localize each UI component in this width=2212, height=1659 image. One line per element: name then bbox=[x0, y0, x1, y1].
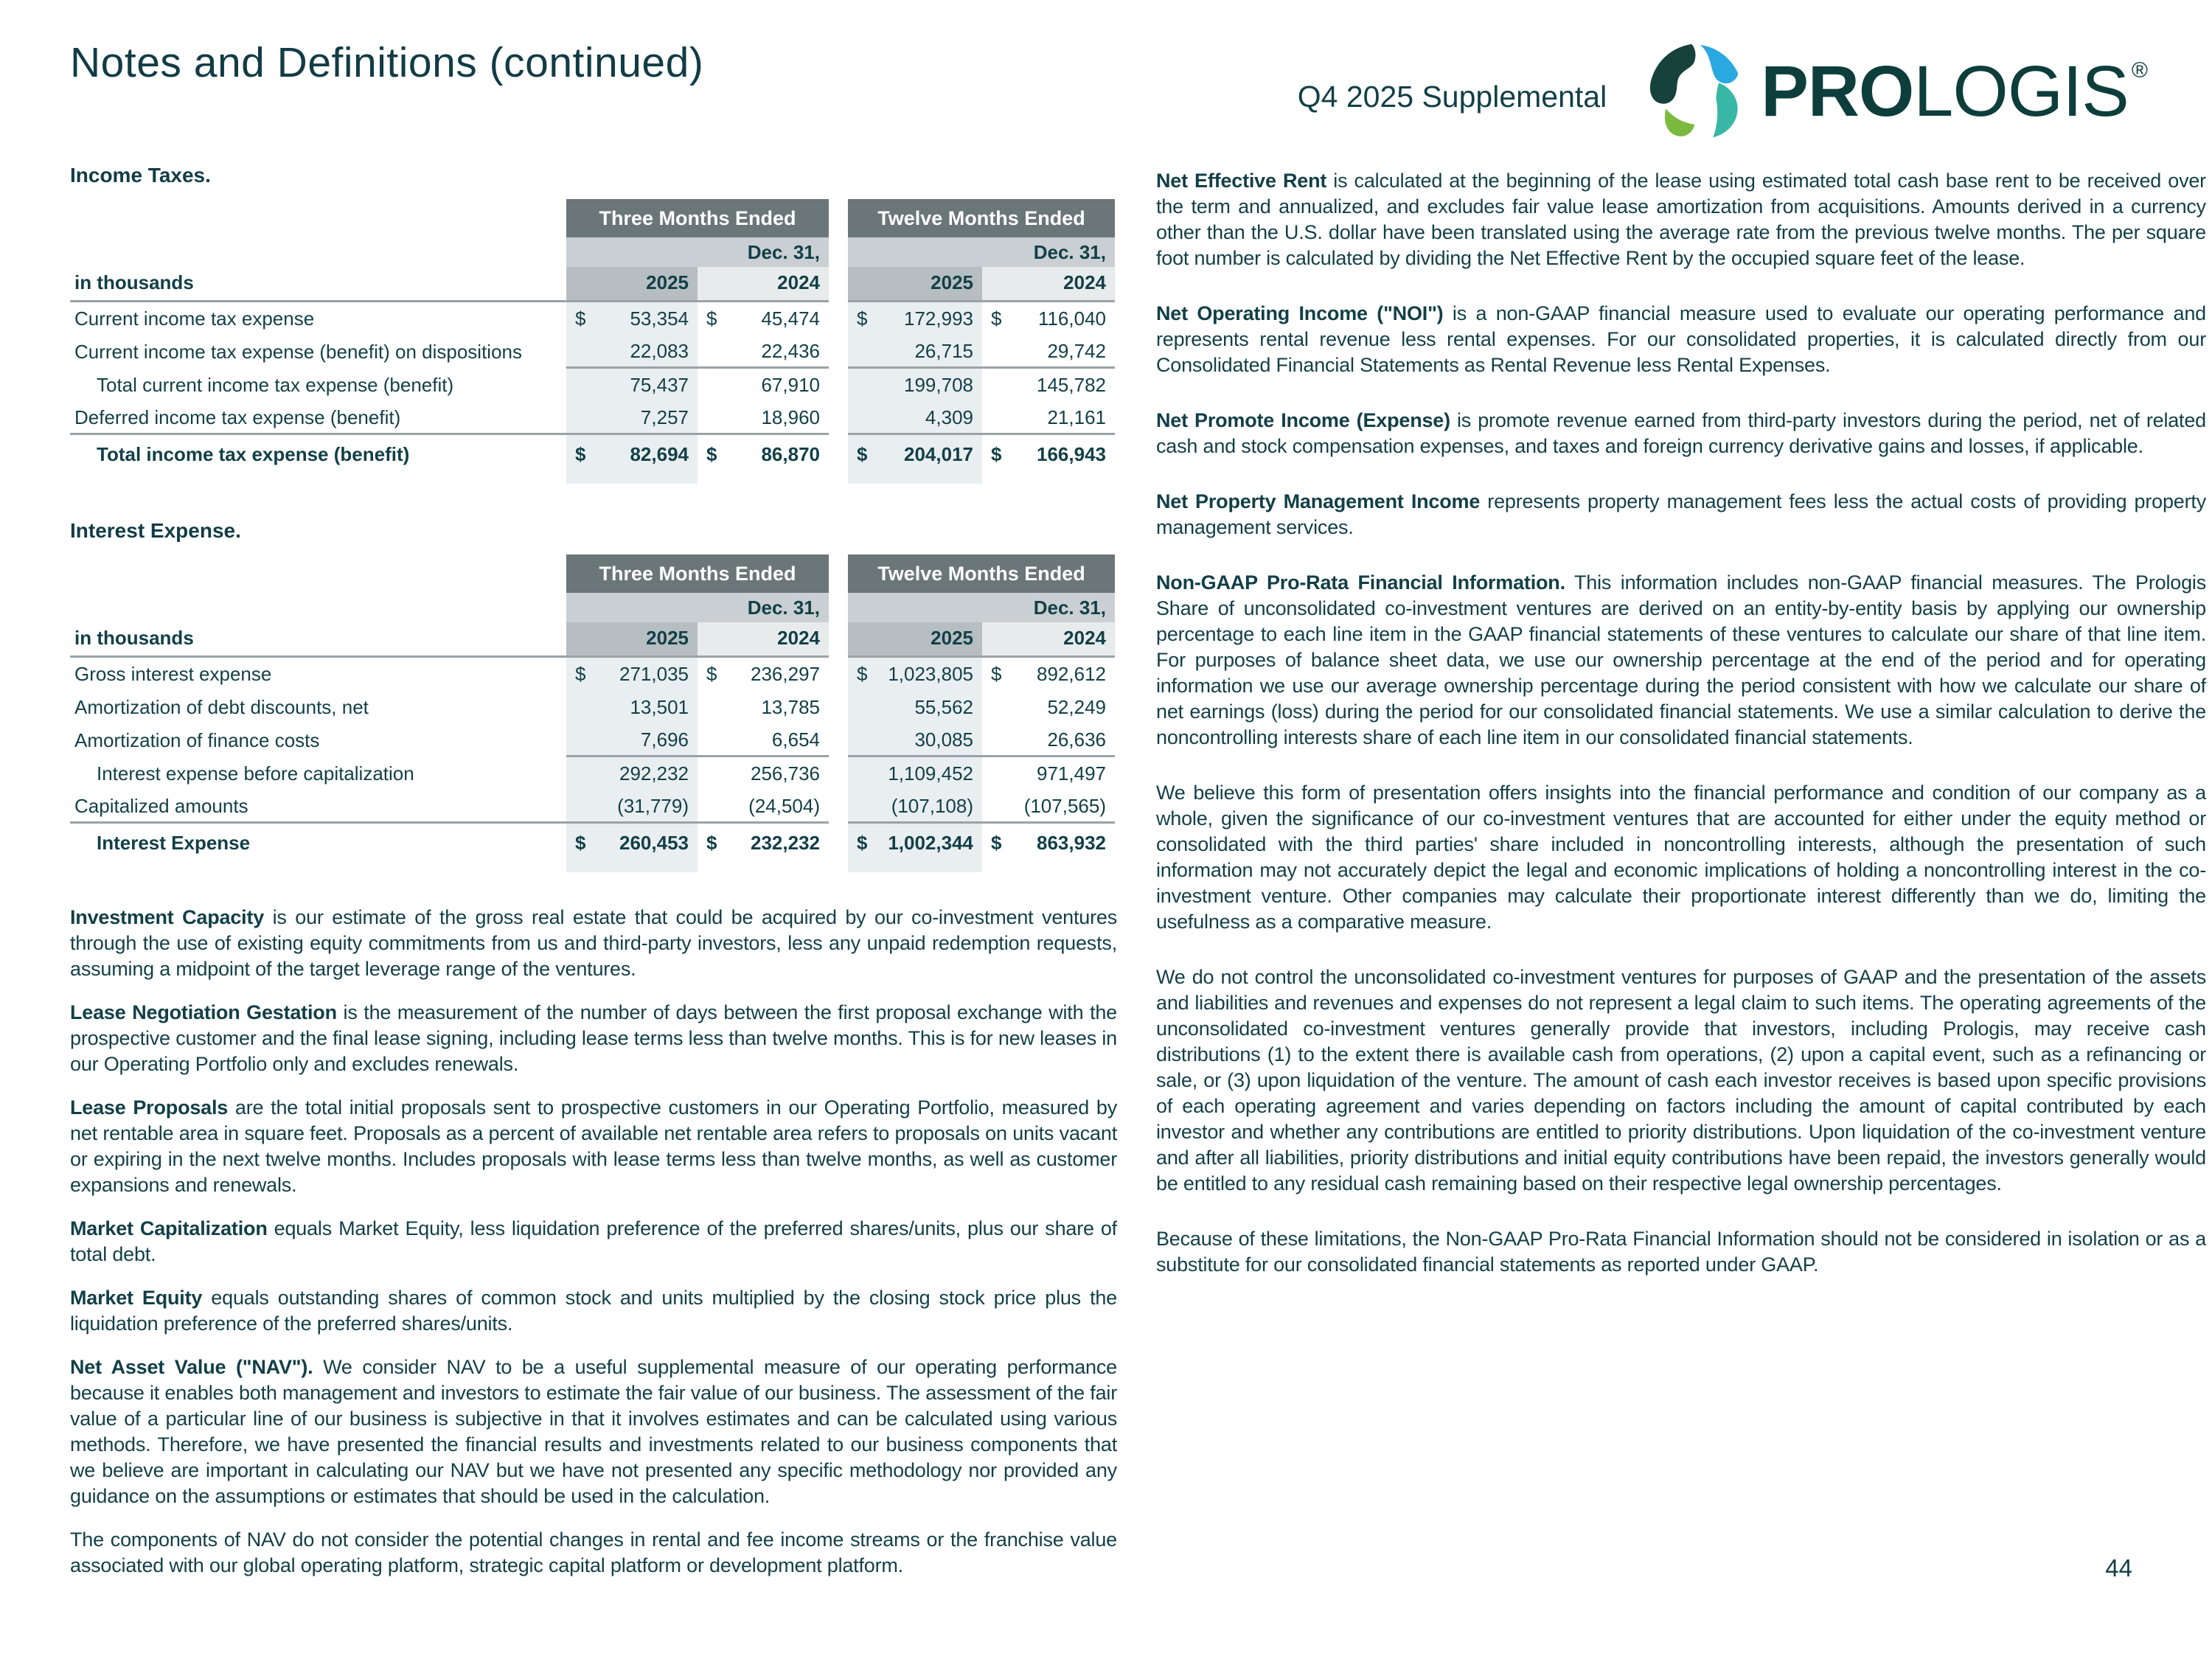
date-subheader: Dec. 31, bbox=[848, 237, 1115, 267]
row-label: Capitalized amounts bbox=[70, 790, 566, 824]
cell-value: 67,910 bbox=[761, 374, 820, 396]
definition-text: We believe this form of presentation offers insights into the financial performance and condition of our company as a whole, given the significance of our co-investment ventures that are accounted for either under the equity method or consolidated with the third parties' share included in noncontrolling interests, although the presentation of such information may not accurately depict the legal and economic implications of holding a noncontrolling interest in the co-investment venture. Other companies may calculate their proportionate interest differently than we do, limiting the usefulness as a comparative measure. bbox=[1156, 782, 2206, 933]
group-gap bbox=[829, 622, 848, 658]
cell-value: 86,870 bbox=[761, 442, 820, 465]
definition-text: equals outstanding shares of common stock and units multiplied by the closing stock price plus the liquidation preference of the preferred shares/units. bbox=[70, 1287, 1117, 1335]
table-cell bbox=[698, 824, 829, 862]
cell-value: 6,654 bbox=[771, 728, 820, 751]
footer-cell bbox=[698, 473, 829, 484]
table-cell bbox=[848, 824, 982, 862]
group-gap bbox=[829, 824, 848, 862]
currency-symbol: $ bbox=[575, 831, 586, 854]
table-cell bbox=[698, 335, 829, 369]
definition-paragraph bbox=[70, 1000, 1117, 1077]
definition-term: Net Promote Income (Expense) bbox=[1156, 409, 1450, 431]
date-subheader: Dec. 31, bbox=[566, 237, 829, 267]
table-cell bbox=[566, 302, 698, 335]
group-gap bbox=[829, 691, 848, 724]
cell-value: (31,779) bbox=[617, 794, 689, 817]
spacer-cell bbox=[70, 199, 566, 237]
cell-value: 204,017 bbox=[904, 442, 973, 465]
shaded-footer-cell bbox=[566, 473, 698, 484]
cell-value: (107,565) bbox=[1023, 794, 1106, 817]
definition-text: are the total initial proposals sent to prospective customers in our Operating Portfolio, measured by net rentable area in square feet. Proposals as a percent of available net rentable area refers to proposals on units vacant or expiring in the next twelve months. Includes proposals with lease terms less than twelve months, as well as customer expansions and renewals. bbox=[70, 1096, 1117, 1196]
row-label: Amortization of finance costs bbox=[74, 729, 320, 751]
definition-paragraph bbox=[70, 1216, 1117, 1267]
group-gap bbox=[829, 658, 848, 691]
definition-paragraph bbox=[70, 1527, 1117, 1579]
currency-symbol: $ bbox=[857, 442, 868, 465]
table-cell bbox=[566, 335, 698, 369]
year-header: 2025 bbox=[848, 622, 982, 658]
group-gap bbox=[829, 402, 848, 435]
definition-text: represents property management fees less the actual costs of providing property management services. bbox=[1156, 490, 2206, 538]
cell-value: 271,035 bbox=[619, 663, 689, 685]
registered-trademark-symbol: ® bbox=[2131, 58, 2147, 83]
table-cell bbox=[848, 402, 982, 435]
table-cell bbox=[982, 790, 1115, 824]
cell-value: 13,785 bbox=[761, 696, 820, 718]
income-taxes-table bbox=[70, 199, 1117, 484]
table-cell bbox=[848, 757, 982, 790]
group-gap bbox=[829, 237, 848, 267]
cell-value: 232,232 bbox=[751, 831, 820, 854]
logo-text-logis: LOGIS bbox=[1913, 51, 2129, 131]
cell-value: 1,002,344 bbox=[888, 831, 973, 854]
prologis-wordmark bbox=[1761, 50, 2147, 133]
table-cell bbox=[982, 658, 1115, 691]
group-gap bbox=[829, 369, 848, 402]
cell-value: 292,232 bbox=[619, 762, 689, 785]
cell-value: 116,040 bbox=[1037, 307, 1106, 330]
year-header: 2024 bbox=[698, 622, 829, 658]
page-number: 44 bbox=[2105, 1554, 2132, 1582]
shaded-footer-cell bbox=[848, 473, 982, 484]
definition-paragraph bbox=[70, 1354, 1117, 1509]
definition-term: Net Operating Income ("NOI") bbox=[1156, 302, 1444, 324]
table-cell bbox=[566, 402, 698, 435]
definition-paragraph bbox=[1156, 489, 2206, 540]
definition-text: is the measurement of the number of days between the first proposal exchange with the prospective customer and the final lease signing, including lease terms less than twelve months. This is for new leases in our Operating Portfolio only and excludes renewals. bbox=[70, 1001, 1117, 1075]
definition-paragraph bbox=[70, 905, 1117, 982]
table-cell bbox=[698, 724, 829, 757]
currency-symbol: $ bbox=[706, 442, 717, 465]
group-gap bbox=[829, 554, 848, 593]
cell-value: 1,023,805 bbox=[888, 663, 973, 685]
footer-cell bbox=[982, 862, 1115, 872]
currency-symbol: $ bbox=[991, 831, 1002, 854]
definition-term: Lease Negotiation Gestation bbox=[70, 1001, 337, 1023]
year-header: 2025 bbox=[566, 622, 698, 658]
definition-text: The components of NAV do not consider the potential changes in rental and fee income streams or the franchise value associated with our global operating platform, strategic capital platform or development platform. bbox=[70, 1528, 1117, 1576]
table-cell bbox=[982, 757, 1115, 790]
currency-symbol: $ bbox=[706, 831, 717, 854]
content-columns bbox=[0, 164, 2212, 1596]
interest-expense-heading: Interest Expense. bbox=[70, 519, 241, 542]
table-cell bbox=[848, 790, 982, 824]
cell-value: 45,474 bbox=[761, 307, 820, 330]
row-label: Deferred income tax expense (benefit) bbox=[70, 402, 566, 435]
header-right bbox=[1298, 41, 2147, 142]
cell-value: 236,297 bbox=[751, 663, 820, 685]
definition-text: is calculated at the beginning of the lease using estimated total cash base rent to be received over the term and annualized, and excludes fair value lease amortization from acquisitions. Amounts derived in a currency other than the U.S. dollar have been translated using the average rate from the previous twelve months. The per square foot number is calculated by dividing the Net Effective Rent by the occupied square feet of the lease. bbox=[1156, 170, 2206, 269]
definition-term: Net Asset Value ("NAV"). bbox=[70, 1356, 313, 1378]
group-gap bbox=[829, 790, 848, 824]
table-cell bbox=[566, 369, 698, 402]
currency-symbol: $ bbox=[857, 307, 868, 330]
shaded-footer-cell bbox=[848, 862, 982, 872]
cell-value: 21,161 bbox=[1047, 406, 1106, 428]
table-cell bbox=[848, 302, 982, 335]
date-subheader: Dec. 31, bbox=[566, 593, 829, 622]
group-gap bbox=[829, 862, 848, 872]
page-title: Notes and Definitions (continued) bbox=[70, 39, 704, 86]
table-cell bbox=[566, 757, 698, 790]
cell-value: (107,108) bbox=[891, 794, 973, 817]
footer-cell bbox=[698, 862, 829, 872]
col-group-header: Twelve Months Ended bbox=[848, 199, 1115, 237]
year-header: 2025 bbox=[848, 267, 982, 302]
definition-text: Because of these limitations, the Non-GAAP Pro-Rata Financial Information should not be considered in isolation or as a substitute for our consolidated financial statements as reported under GAAP. bbox=[1156, 1228, 2206, 1276]
cell-value: 55,562 bbox=[914, 696, 973, 718]
definition-text: equals Market Equity, less liquidation preference of the preferred shares/units, plus our share of total debt. bbox=[70, 1217, 1117, 1265]
cell-value: 7,257 bbox=[640, 406, 689, 428]
table-cell bbox=[566, 658, 698, 691]
footer-cell bbox=[982, 473, 1115, 484]
cell-value: 18,960 bbox=[761, 406, 820, 428]
table-cell bbox=[848, 335, 982, 369]
definition-text: is our estimate of the gross real estate that could be acquired by our co-investment ventures through the use of existing equity commitments from us and third-party investors, less any unpaid redemption requests, assuming a midpoint of the target leverage range of the ventures. bbox=[70, 906, 1118, 980]
year-header: 2025 bbox=[566, 267, 698, 302]
cell-value: 166,943 bbox=[1037, 442, 1106, 465]
table-cell bbox=[698, 790, 829, 824]
definition-paragraph bbox=[1156, 1226, 2206, 1278]
table-cell bbox=[698, 402, 829, 435]
prologis-globe-icon bbox=[1647, 41, 1747, 142]
cell-value: 971,497 bbox=[1037, 762, 1106, 785]
definition-term: Market Capitalization bbox=[70, 1217, 268, 1239]
shaded-footer-cell bbox=[566, 862, 698, 872]
cell-value: 1,109,452 bbox=[888, 762, 973, 785]
row-label: Amortization of debt discounts, net bbox=[74, 696, 369, 718]
table-cell bbox=[698, 691, 829, 724]
cell-value: 199,708 bbox=[904, 374, 973, 396]
date-subheader: Dec. 31, bbox=[848, 593, 1115, 622]
cell-value: 82,694 bbox=[630, 442, 689, 465]
definition-paragraph bbox=[1156, 964, 2206, 1197]
table-cell bbox=[848, 691, 982, 724]
interest-expense-table bbox=[70, 554, 1117, 872]
spacer-cell bbox=[70, 237, 566, 267]
table-cell bbox=[698, 757, 829, 790]
row-label: Current income tax expense (benefit) on dispositions bbox=[74, 341, 522, 363]
table-cell bbox=[698, 658, 829, 691]
currency-symbol: $ bbox=[575, 663, 586, 685]
logo-text-pro: PRO bbox=[1761, 51, 1914, 131]
definition-paragraph bbox=[1156, 301, 2206, 378]
table-cell bbox=[848, 724, 982, 757]
cell-value: 26,715 bbox=[914, 339, 973, 362]
row-label: Gross interest expense bbox=[74, 663, 272, 685]
table-cell bbox=[566, 790, 698, 824]
spacer-cell bbox=[70, 593, 566, 622]
unit-label: in thousands bbox=[70, 622, 566, 658]
currency-symbol: $ bbox=[706, 663, 717, 685]
group-gap bbox=[829, 593, 848, 622]
table-cell bbox=[698, 435, 829, 473]
cell-value: 172,993 bbox=[904, 307, 973, 330]
currency-symbol: $ bbox=[857, 831, 868, 854]
currency-symbol: $ bbox=[706, 307, 717, 330]
table-cell bbox=[848, 369, 982, 402]
table-cell bbox=[566, 435, 698, 473]
definition-text: is a non-GAAP financial measure used to evaluate our operating performance and represents rental revenue less rental expenses. For our consolidated properties, it is calculated directly from our Consolidated Financial Statements as Rental Revenue less Rental Expenses. bbox=[1156, 302, 2206, 376]
cell-value: 26,636 bbox=[1047, 728, 1106, 751]
definition-text: We do not control the unconsolidated co-investment ventures for purposes of GAAP and the presentation of the assets and liabilities and revenues and expenses do not represent a legal claim to such items. The operating agreements of the unconsolidated co-investment ventures generally provide that investors, including Prologis, may receive cash distributions (1) to the extent there is available cash from operations, (2) upon a capital event, such as a refinancing or sale, or (3) upon liquidation of the venture. The amount of cash each investor receives is based upon specific provisions of each operating agreement and varies depending on factors including the amount of capital contributed by each investor and whether any contributions are entitled to priority distributions. Upon liquidation of the co-investment venture and after all liabilities, priority distributions and initial equity contributions have been repaid, the investors generally would be entitled to any residual cash remaining based on their respective legal ownership percentages. bbox=[1156, 966, 2206, 1194]
total-row-label: Total income tax expense (benefit) bbox=[97, 442, 410, 465]
table-cell bbox=[982, 302, 1115, 335]
cell-value: 52,249 bbox=[1047, 696, 1106, 718]
col-group-header: Three Months Ended bbox=[566, 199, 829, 237]
cell-value: 22,083 bbox=[630, 339, 689, 362]
cell-value: 892,612 bbox=[1037, 663, 1106, 685]
spacer-cell bbox=[70, 473, 566, 484]
prologis-logo bbox=[1647, 41, 2147, 142]
cell-value: 30,085 bbox=[914, 728, 973, 751]
spacer-cell bbox=[70, 862, 566, 872]
unit-label: in thousands bbox=[70, 267, 566, 302]
table-cell bbox=[982, 824, 1115, 862]
definition-term: Non-GAAP Pro-Rata Financial Information. bbox=[1156, 571, 1565, 594]
definition-paragraph bbox=[70, 1285, 1117, 1337]
table-cell bbox=[848, 658, 982, 691]
cell-value: 7,696 bbox=[640, 728, 689, 751]
table-cell bbox=[982, 691, 1115, 724]
definitions-list bbox=[70, 905, 1117, 1579]
table-cell bbox=[566, 724, 698, 757]
group-gap bbox=[829, 267, 848, 302]
definition-paragraph bbox=[70, 1095, 1117, 1198]
cell-value: 29,742 bbox=[1047, 339, 1106, 362]
cell-value: 53,354 bbox=[630, 307, 689, 330]
definition-paragraph bbox=[1156, 570, 2206, 751]
group-gap bbox=[829, 757, 848, 790]
definition-term: Net Property Management Income bbox=[1156, 490, 1481, 512]
spacer-cell bbox=[70, 554, 566, 593]
definition-term: Investment Capacity bbox=[70, 906, 265, 928]
definition-term: Market Equity bbox=[70, 1287, 203, 1309]
income-taxes-heading: Income Taxes. bbox=[70, 164, 211, 187]
definition-text: This information includes non-GAAP financial measures. The Prologis Share of unconsolidated co-investment ventures are derived on an entity-by-entity basis by applying our ownership percentage to each line item in the GAAP financial statements of these ventures to calculate our share of that line item. For purposes of balance sheet data, we use our ownership percentage at the end of the period and for operating information we use our average ownership percentage during the period consistent with how we calculate our share of net earnings (loss) during the period for our consolidated financial statements. We use a similar calculation to derive the noncontrolling interests share of each line item in our consolidated financial statements. bbox=[1156, 571, 2207, 748]
definition-term: Lease Proposals bbox=[70, 1096, 229, 1119]
table-cell bbox=[698, 302, 829, 335]
cell-value: 863,932 bbox=[1037, 831, 1106, 854]
currency-symbol: $ bbox=[991, 663, 1002, 685]
group-gap bbox=[829, 199, 848, 237]
cell-value: 75,437 bbox=[630, 374, 689, 396]
currency-symbol: $ bbox=[857, 663, 868, 685]
table-cell bbox=[566, 824, 698, 862]
group-gap bbox=[829, 473, 848, 484]
cell-value: 13,501 bbox=[630, 696, 689, 718]
table-cell bbox=[848, 435, 982, 473]
cell-value: (24,504) bbox=[748, 794, 820, 817]
definition-text: is promote revenue earned from third-party investors during the period, net of related cash and stock compensation expenses, and taxes and foreign currency derivative gains and losses, if applicable. bbox=[1156, 409, 2206, 457]
table-cell bbox=[698, 369, 829, 402]
group-gap bbox=[829, 724, 848, 757]
page-header bbox=[0, 0, 2212, 142]
table-cell bbox=[982, 402, 1115, 435]
definition-paragraph bbox=[1156, 408, 2206, 459]
row-label: Interest expense before capitalization bbox=[97, 762, 414, 785]
group-gap bbox=[829, 335, 848, 369]
group-gap bbox=[829, 435, 848, 473]
row-label: Total current income tax expense (benefit) bbox=[97, 374, 454, 396]
table-cell bbox=[566, 691, 698, 724]
table-cell bbox=[982, 369, 1115, 402]
table-cell bbox=[982, 724, 1115, 757]
col-group-header: Twelve Months Ended bbox=[848, 554, 1115, 593]
row-label: Current income tax expense bbox=[74, 307, 315, 330]
definition-paragraph bbox=[1156, 168, 2206, 271]
currency-symbol: $ bbox=[991, 307, 1002, 330]
cell-value: 4,309 bbox=[925, 406, 973, 428]
cell-value: 145,782 bbox=[1037, 374, 1106, 396]
year-header: 2024 bbox=[982, 622, 1115, 658]
col-group-header: Three Months Ended bbox=[566, 554, 829, 593]
cell-value: 256,736 bbox=[751, 762, 820, 785]
year-header: 2024 bbox=[982, 267, 1115, 302]
definition-term: Net Effective Rent bbox=[1156, 170, 1327, 192]
report-subtitle: Q4 2025 Supplemental bbox=[1297, 79, 1607, 114]
cell-value: 22,436 bbox=[761, 339, 820, 362]
year-header: 2024 bbox=[698, 267, 829, 302]
cell-value: 260,453 bbox=[619, 831, 689, 854]
definition-text: We consider NAV to be a useful supplemental measure of our operating performance because it enables both management and investors to estimate the fair value of our business. The assessment of the fair value of a particular line of our business is subjective in that it involves estimates and can be calculated using various methods. Therefore, we have presented the financial results and investments related to our business components that we believe are important in calculating our NAV but we have not presented any specific methodology nor provided any guidance on the assumptions or estimates that should be used in the calculation. bbox=[70, 1356, 1117, 1507]
table-cell bbox=[982, 335, 1115, 369]
left-column bbox=[70, 164, 1117, 1596]
total-row-label: Interest Expense bbox=[97, 831, 251, 854]
table-cell bbox=[982, 435, 1115, 473]
currency-symbol: $ bbox=[991, 442, 1002, 465]
currency-symbol: $ bbox=[575, 307, 586, 330]
currency-symbol: $ bbox=[575, 442, 586, 465]
right-column bbox=[1156, 164, 2206, 1596]
definition-paragraph bbox=[1156, 780, 2206, 935]
group-gap bbox=[829, 302, 848, 335]
